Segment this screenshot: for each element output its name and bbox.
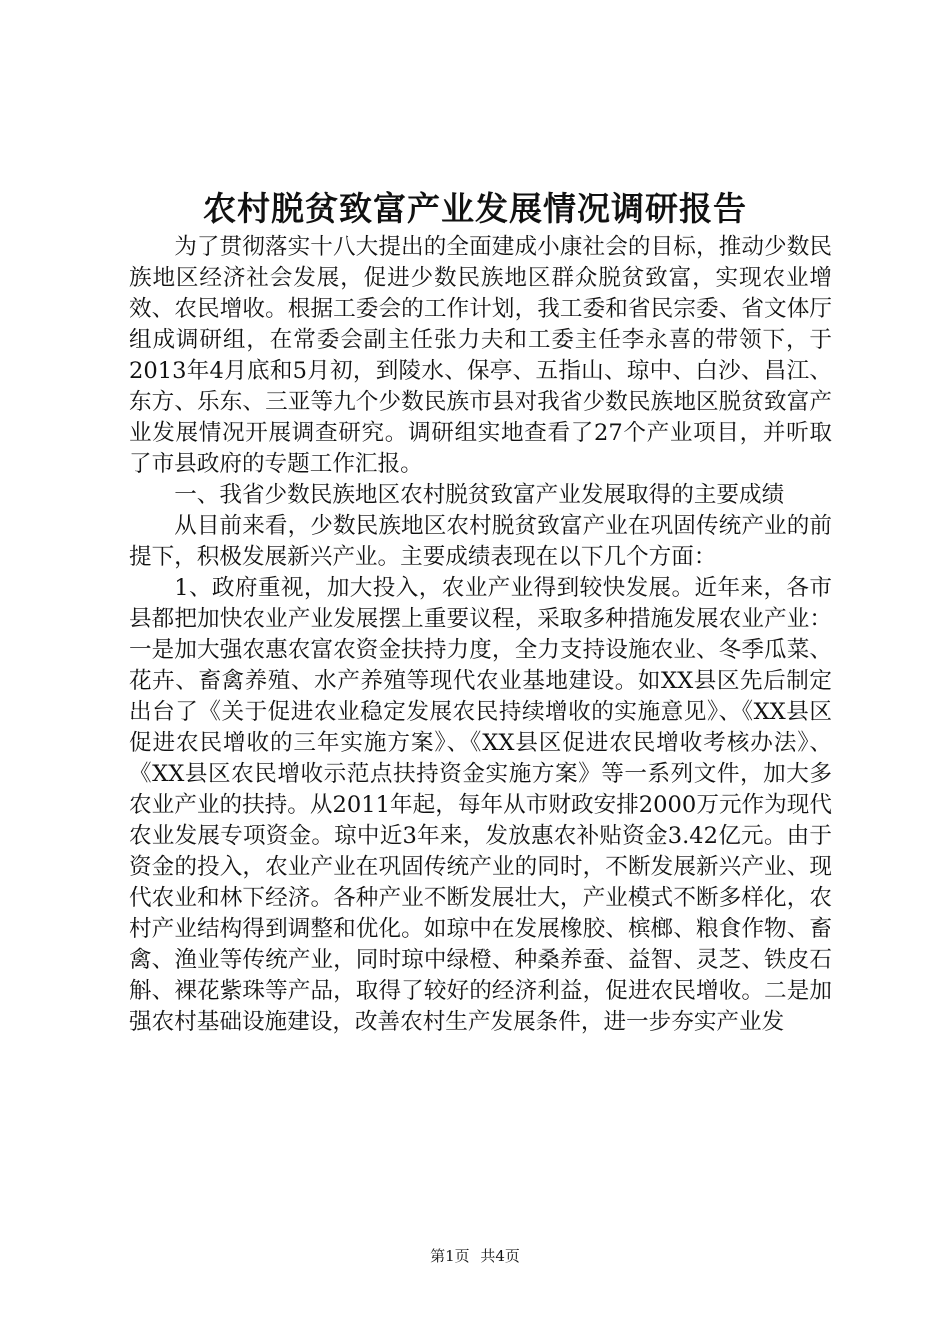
paragraph-item-1: 1、政府重视，加大投入，农业产业得到较快发展。近年来，各市县都把加快农业产业发展摆上重要议程，采取多种措施发展农业产业：一是加大强农惠农富农资金扶持力度，全力支持设施农业、冬季瓜菜、花卉、畜禽养殖、水产养殖等现代农业基地建设。如XX县区先后制定出台了《关于促进农业稳定发展农民持续增收的实施意见》、《XX县区促进农民增收的三年实施方案》、《XX县区促进农民增收考核办法》、《XX县区农民增收示范点扶持资金实施方案》等一系列文件，加大多农业产业的扶持。从2011年起，每年从市财政安排2000万元作为现代农业发展专项资金。琼中近3年来，发放惠农补贴资金3.42亿元。由于资金的投入，农业产业在巩固传统产业的同时，不断发展新兴产业、现代农业和林下经济。各种产业不断发展壮大，产业模式不断多样化，农村产业结构得到调整和优化。如琼中在发展橡胶、槟榔、粮食作物、畜禽、渔业等传统产业，同时琼中绿橙、种桑养蚕、益智、灵芝、铁皮石斛、裸花紫珠等产品，取得了较好的经济利益，促进农民增收。二是加强农村基础设施建设，改善农村生产发展条件，进一步夯实产业发 [129, 575, 832, 1035]
paragraph-overview: 从目前来看，少数民族地区农村脱贫致富产业在巩固传统产业的前提下，积极发展新兴产业。主要成绩表现在以下几个方面： [129, 513, 832, 570]
document-title: 农村脱贫致富产业发展情况调研报告 [203, 189, 747, 228]
paragraph-intro: 为了贯彻落实十八大提出的全面建成小康社会的目标，推动少数民族地区经济社会发展，促进少数民族地区群众脱贫致富，实现农业增效、农民增收。根据工委会的工作计划，我工委和省民宗委、省文体厅组成调研组，在常委会副主任张力夫和工委主任李永喜的带领下，于2013年4月底和5月初，到陵水、保亭、五指山、琼中、白沙、昌江、东方、乐东、三亚等九个少数民族市县对我省少数民族地区脱贫致富产业发展情况开展调查研究。调研组实地查看了27个产业项目，并听取了市县政府的专题工作汇报。 [129, 234, 832, 477]
document-body [129, 232, 832, 1038]
page-number: 第1页 [430, 1247, 470, 1265]
page-total: 共4页 [480, 1247, 520, 1265]
page-footer [0, 1246, 950, 1266]
section-heading-1: 一、我省少数民族地区农村脱贫致富产业发展取得的主要成绩 [174, 482, 785, 508]
